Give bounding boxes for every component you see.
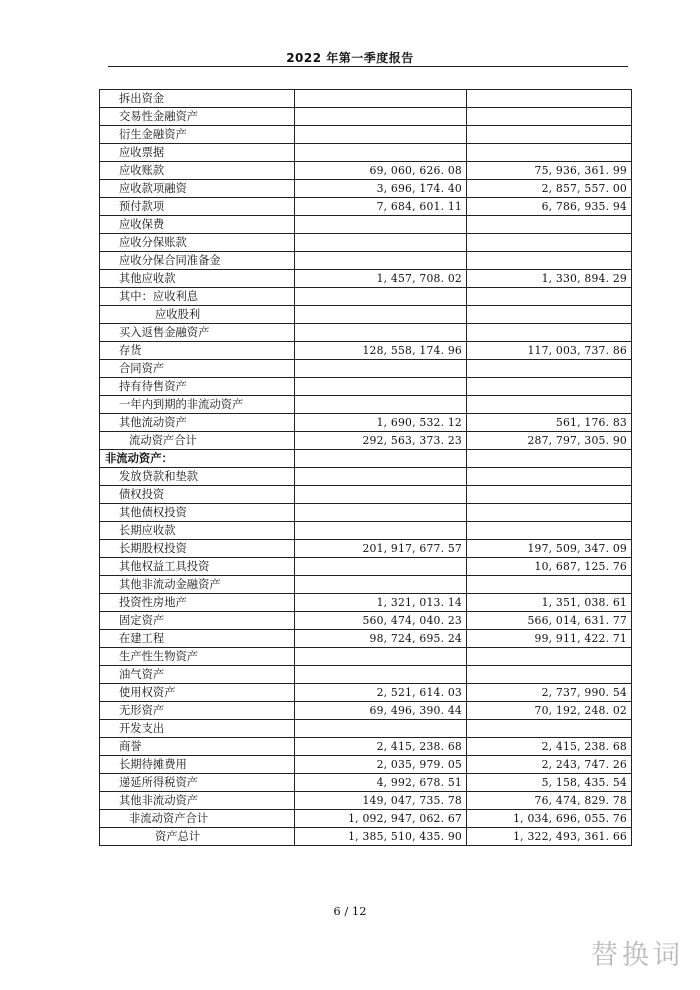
row-label: 应收股利 xyxy=(100,306,295,324)
period-end-value: 560, 474, 040. 23 xyxy=(295,612,467,630)
table-row xyxy=(100,90,632,108)
row-label: 存货 xyxy=(100,342,295,360)
table-row xyxy=(100,774,632,792)
row-label: 应收分保账款 xyxy=(100,234,295,252)
period-end-value xyxy=(295,108,467,126)
prior-year-end-value xyxy=(467,522,632,540)
period-end-value xyxy=(295,216,467,234)
row-label: 长期待摊费用 xyxy=(100,756,295,774)
prior-year-end-value: 1, 034, 696, 055. 76 xyxy=(467,810,632,828)
period-end-value: 149, 047, 735. 78 xyxy=(295,792,467,810)
prior-year-end-value: 1, 322, 493, 361. 66 xyxy=(467,828,632,846)
table-row xyxy=(100,162,632,180)
row-label: 其他流动资产 xyxy=(100,414,295,432)
row-label: 应收保费 xyxy=(100,216,295,234)
row-label: 递延所得税资产 xyxy=(100,774,295,792)
prior-year-end-value xyxy=(467,252,632,270)
row-label: 预付款项 xyxy=(100,198,295,216)
header-divider xyxy=(108,66,628,67)
row-label: 合同资产 xyxy=(100,360,295,378)
period-end-value xyxy=(295,378,467,396)
period-end-value: 98, 724, 695. 24 xyxy=(295,630,467,648)
row-label: 其他债权投资 xyxy=(100,504,295,522)
prior-year-end-value: 2, 415, 238. 68 xyxy=(467,738,632,756)
period-end-value: 201, 917, 677. 57 xyxy=(295,540,467,558)
row-label: 非流动资产： xyxy=(100,450,295,468)
table-row xyxy=(100,558,632,576)
period-end-value xyxy=(295,144,467,162)
table-row xyxy=(100,216,632,234)
table-row xyxy=(100,396,632,414)
prior-year-end-value xyxy=(467,504,632,522)
period-end-value: 1, 690, 532. 12 xyxy=(295,414,467,432)
prior-year-end-value: 2, 737, 990. 54 xyxy=(467,684,632,702)
prior-year-end-value: 1, 330, 894. 29 xyxy=(467,270,632,288)
period-end-value xyxy=(295,486,467,504)
period-end-value xyxy=(295,360,467,378)
row-label: 商誉 xyxy=(100,738,295,756)
period-end-value xyxy=(295,648,467,666)
prior-year-end-value xyxy=(467,144,632,162)
period-end-value: 7, 684, 601. 11 xyxy=(295,198,467,216)
period-end-value: 1, 457, 708. 02 xyxy=(295,270,467,288)
table-row xyxy=(100,360,632,378)
row-label: 一年内到期的非流动资产 xyxy=(100,396,295,414)
period-end-value: 292, 563, 373. 23 xyxy=(295,432,467,450)
table-row xyxy=(100,450,632,468)
period-end-value: 128, 558, 174. 96 xyxy=(295,342,467,360)
prior-year-end-value: 2, 243, 747. 26 xyxy=(467,756,632,774)
period-end-value xyxy=(295,450,467,468)
period-end-value: 2, 521, 614. 03 xyxy=(295,684,467,702)
row-label: 衍生金融资产 xyxy=(100,126,295,144)
prior-year-end-value: 566, 014, 631. 77 xyxy=(467,612,632,630)
row-label: 交易性金融资产 xyxy=(100,108,295,126)
table-row xyxy=(100,234,632,252)
row-label: 其他非流动资产 xyxy=(100,792,295,810)
period-end-value xyxy=(295,504,467,522)
prior-year-end-value xyxy=(467,450,632,468)
row-label: 使用权资产 xyxy=(100,684,295,702)
prior-year-end-value: 561, 176. 83 xyxy=(467,414,632,432)
period-end-value: 2, 415, 238. 68 xyxy=(295,738,467,756)
period-end-value: 69, 060, 626. 08 xyxy=(295,162,467,180)
period-end-value xyxy=(295,396,467,414)
prior-year-end-value: 70, 192, 248. 02 xyxy=(467,702,632,720)
period-end-value xyxy=(295,252,467,270)
table-row xyxy=(100,594,632,612)
row-label: 其中：应收利息 xyxy=(100,288,295,306)
period-end-value xyxy=(295,234,467,252)
prior-year-end-value: 287, 797, 305. 90 xyxy=(467,432,632,450)
period-end-value xyxy=(295,666,467,684)
table-row xyxy=(100,198,632,216)
period-end-value: 2, 035, 979. 05 xyxy=(295,756,467,774)
row-label: 应收账款 xyxy=(100,162,295,180)
prior-year-end-value xyxy=(467,468,632,486)
prior-year-end-value: 5, 158, 435. 54 xyxy=(467,774,632,792)
period-end-value xyxy=(295,90,467,108)
table-row xyxy=(100,378,632,396)
table-row xyxy=(100,414,632,432)
period-end-value xyxy=(295,288,467,306)
table-row xyxy=(100,702,632,720)
table-row xyxy=(100,270,632,288)
table-row xyxy=(100,738,632,756)
table-row xyxy=(100,306,632,324)
table-row xyxy=(100,792,632,810)
table-row xyxy=(100,576,632,594)
row-label: 固定资产 xyxy=(100,612,295,630)
prior-year-end-value xyxy=(467,288,632,306)
prior-year-end-value xyxy=(467,234,632,252)
prior-year-end-value: 76, 474, 829. 78 xyxy=(467,792,632,810)
table-row xyxy=(100,252,632,270)
table-row xyxy=(100,612,632,630)
row-label: 长期应收款 xyxy=(100,522,295,540)
row-label: 油气资产 xyxy=(100,666,295,684)
prior-year-end-value xyxy=(467,378,632,396)
row-label: 应收款项融资 xyxy=(100,180,295,198)
row-label: 拆出资金 xyxy=(100,90,295,108)
prior-year-end-value xyxy=(467,648,632,666)
table-row xyxy=(100,540,632,558)
table-row xyxy=(100,648,632,666)
prior-year-end-value xyxy=(467,666,632,684)
table-row xyxy=(100,522,632,540)
row-label: 非流动资产合计 xyxy=(100,810,295,828)
row-label: 开发支出 xyxy=(100,720,295,738)
table-row xyxy=(100,180,632,198)
prior-year-end-value xyxy=(467,576,632,594)
table-row xyxy=(100,504,632,522)
period-end-value xyxy=(295,324,467,342)
report-title: 2022 年第一季度报告 xyxy=(286,51,414,65)
prior-year-end-value xyxy=(467,126,632,144)
table-row xyxy=(100,324,632,342)
prior-year-end-value xyxy=(467,396,632,414)
table-row xyxy=(100,144,632,162)
row-label: 其他非流动金融资产 xyxy=(100,576,295,594)
prior-year-end-value: 1, 351, 038. 61 xyxy=(467,594,632,612)
prior-year-end-value: 197, 509, 347. 09 xyxy=(467,540,632,558)
table-row xyxy=(100,486,632,504)
period-end-value: 3, 696, 174. 40 xyxy=(295,180,467,198)
watermark-text: 替换词 xyxy=(591,940,684,971)
table-row xyxy=(100,108,632,126)
prior-year-end-value: 117, 003, 737. 86 xyxy=(467,342,632,360)
row-label: 流动资产合计 xyxy=(100,432,295,450)
prior-year-end-value xyxy=(467,360,632,378)
prior-year-end-value xyxy=(467,108,632,126)
table-row xyxy=(100,468,632,486)
table-row xyxy=(100,810,632,828)
row-label: 应收票据 xyxy=(100,144,295,162)
table-row xyxy=(100,126,632,144)
row-label: 发放贷款和垫款 xyxy=(100,468,295,486)
period-end-value: 4, 992, 678. 51 xyxy=(295,774,467,792)
table-row xyxy=(100,288,632,306)
row-label: 生产性生物资产 xyxy=(100,648,295,666)
period-end-value xyxy=(295,126,467,144)
row-label: 其他应收款 xyxy=(100,270,295,288)
row-label: 其他权益工具投资 xyxy=(100,558,295,576)
prior-year-end-value xyxy=(467,720,632,738)
table-row xyxy=(100,342,632,360)
period-end-value xyxy=(295,306,467,324)
balance-sheet-table xyxy=(99,89,632,846)
row-label: 投资性房地产 xyxy=(100,594,295,612)
period-end-value xyxy=(295,558,467,576)
prior-year-end-value xyxy=(467,216,632,234)
row-label: 债权投资 xyxy=(100,486,295,504)
table-row xyxy=(100,720,632,738)
table-row xyxy=(100,828,632,846)
prior-year-end-value xyxy=(467,306,632,324)
table-row xyxy=(100,684,632,702)
period-end-value: 1, 321, 013. 14 xyxy=(295,594,467,612)
period-end-value: 1, 092, 947, 062. 67 xyxy=(295,810,467,828)
row-label: 应收分保合同准备金 xyxy=(100,252,295,270)
row-label: 持有待售资产 xyxy=(100,378,295,396)
prior-year-end-value: 75, 936, 361. 99 xyxy=(467,162,632,180)
prior-year-end-value: 10, 687, 125. 76 xyxy=(467,558,632,576)
prior-year-end-value: 2, 857, 557. 00 xyxy=(467,180,632,198)
table-row xyxy=(100,630,632,648)
row-label: 买入返售金融资产 xyxy=(100,324,295,342)
period-end-value: 1, 385, 510, 435. 90 xyxy=(295,828,467,846)
period-end-value xyxy=(295,522,467,540)
prior-year-end-value xyxy=(467,486,632,504)
period-end-value xyxy=(295,576,467,594)
period-end-value xyxy=(295,720,467,738)
page-number: 6 / 12 xyxy=(333,904,367,918)
row-label: 长期股权投资 xyxy=(100,540,295,558)
row-label: 在建工程 xyxy=(100,630,295,648)
row-label: 无形资产 xyxy=(100,702,295,720)
row-label: 资产总计 xyxy=(100,828,295,846)
table-row xyxy=(100,666,632,684)
table-row xyxy=(100,432,632,450)
prior-year-end-value xyxy=(467,324,632,342)
table-row xyxy=(100,756,632,774)
prior-year-end-value: 6, 786, 935. 94 xyxy=(467,198,632,216)
period-end-value xyxy=(295,468,467,486)
prior-year-end-value: 99, 911, 422. 71 xyxy=(467,630,632,648)
prior-year-end-value xyxy=(467,90,632,108)
period-end-value: 69, 496, 390. 44 xyxy=(295,702,467,720)
